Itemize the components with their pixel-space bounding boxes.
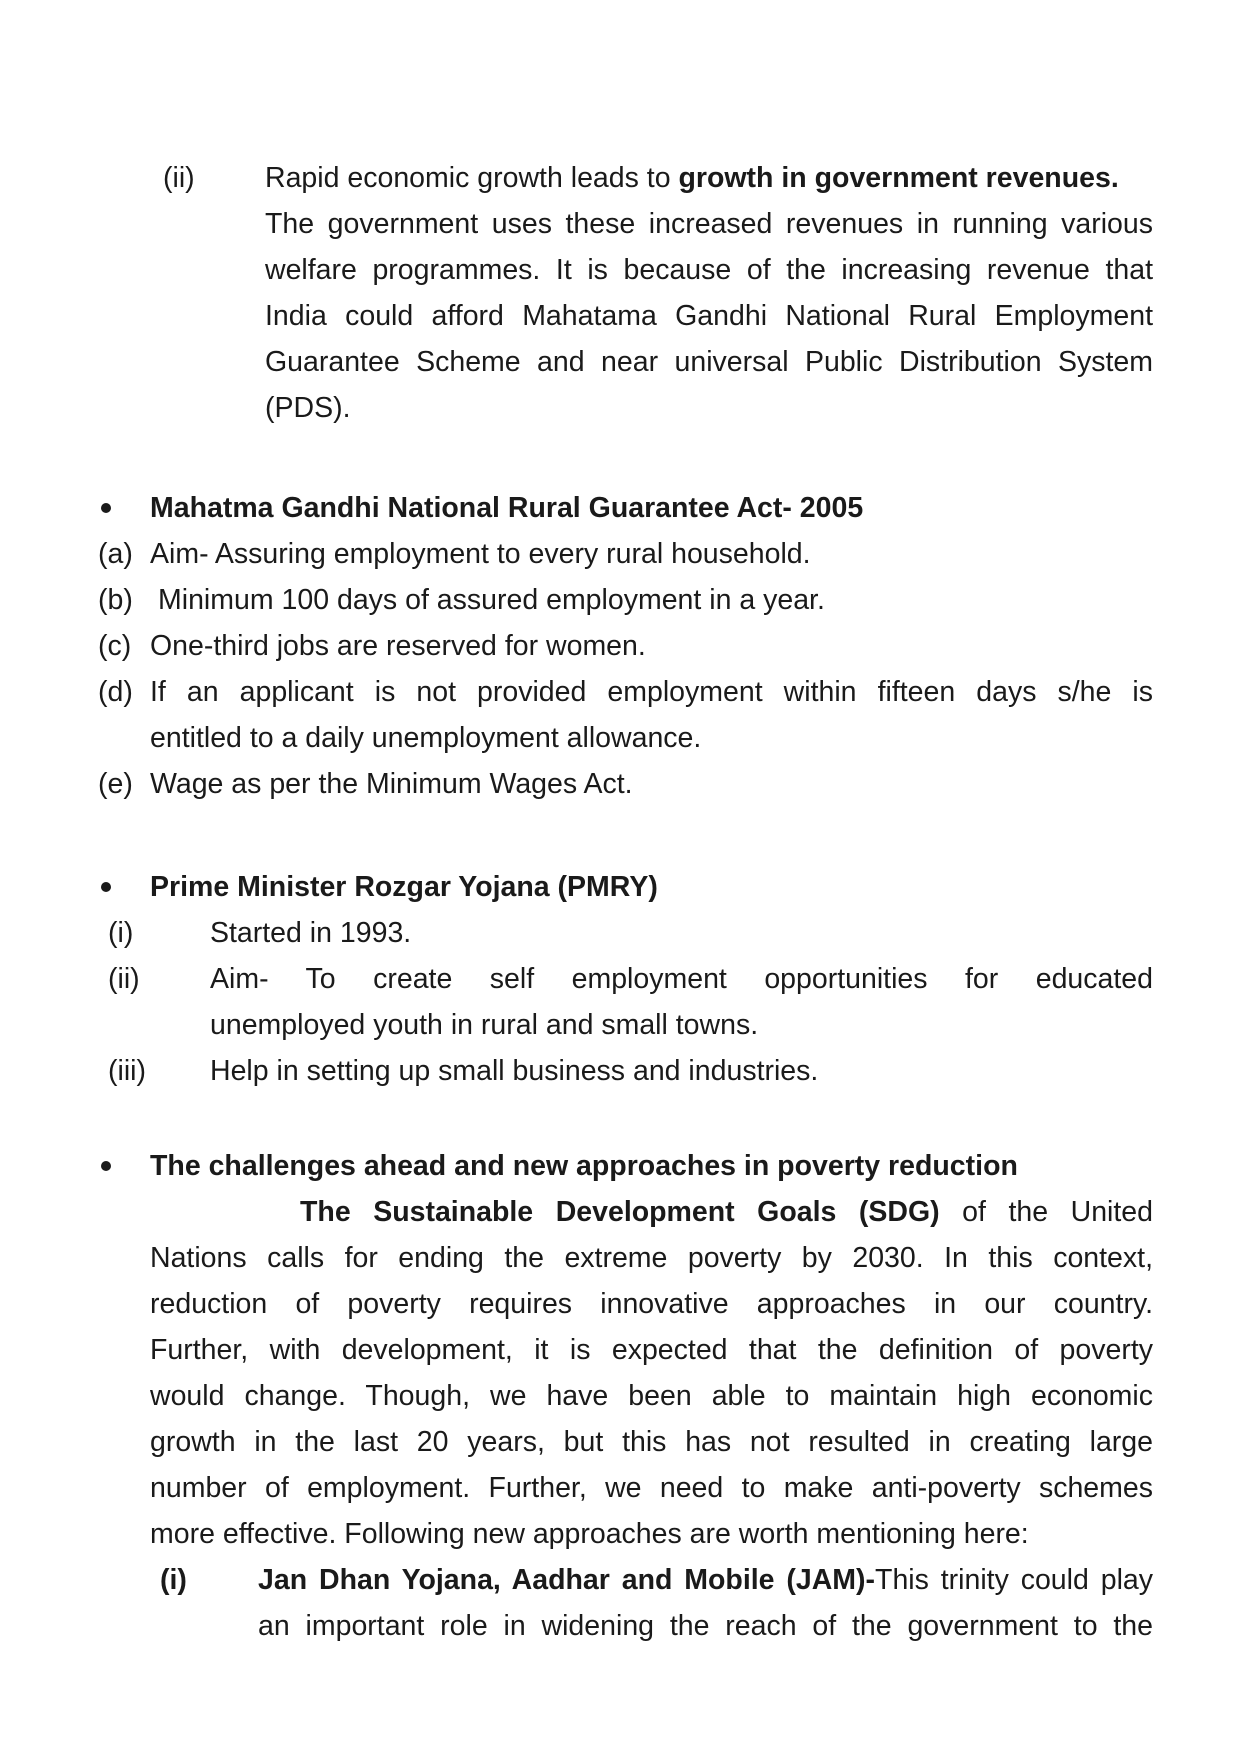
paragraph-line: more effective. Following new approaches are worth mentioning here: xyxy=(150,1518,1029,1550)
list-item: Jan Dhan Yojana, Aadhar and Mobile (JAM)-This trinity could play xyxy=(258,1564,1153,1596)
item-marker: (a) xyxy=(98,538,133,570)
section-heading: The challenges ahead and new approaches in poverty reduction xyxy=(150,1150,1018,1182)
item-line: India could afford Mahatama Gandhi National Rural Employment xyxy=(265,300,1153,332)
paragraph-line: would change. Though, we have been able to maintain high economic xyxy=(150,1380,1153,1412)
item-marker: (d) xyxy=(98,676,133,708)
list-item: Minimum 100 days of assured employment in a year. xyxy=(158,584,825,616)
list-item-continuation: unemployed youth in rural and small towns. xyxy=(210,1009,759,1041)
item-line: (PDS). xyxy=(265,392,351,424)
section-heading: Prime Minister Rozgar Yojana (PMRY) xyxy=(150,871,658,903)
paragraph-line: growth in the last 20 years, but this has not resulted in creating large xyxy=(150,1426,1153,1458)
list-item: One-third jobs are reserved for women. xyxy=(150,630,646,662)
list-item: Wage as per the Minimum Wages Act. xyxy=(150,768,633,800)
item-marker: (iii) xyxy=(108,1055,146,1087)
item-line: The government uses these increased revenues in running various xyxy=(265,208,1153,240)
paragraph-line: The Sustainable Development Goals (SDG) of the United xyxy=(300,1196,1153,1228)
bullet-icon xyxy=(101,503,111,513)
list-item-continuation: an important role in widening the reach of the government to the xyxy=(258,1610,1153,1642)
list-item: Aim- To create self employment opportunities for educated xyxy=(210,963,1153,995)
list-item: Aim- Assuring employment to every rural household. xyxy=(150,538,811,570)
item-line: Rapid economic growth leads to growth in government revenues. xyxy=(265,162,1119,194)
paragraph-line: reduction of poverty requires innovative approaches in our country. xyxy=(150,1288,1153,1320)
bullet-icon xyxy=(101,882,111,892)
item-marker: (ii) xyxy=(108,963,140,995)
paragraph-line: Nations calls for ending the extreme poverty by 2030. In this context, xyxy=(150,1242,1153,1274)
bullet-icon xyxy=(101,1161,111,1171)
item-marker: (i) xyxy=(108,917,134,949)
item-line: welfare programmes. It is because of the increasing revenue that xyxy=(265,254,1153,286)
item-marker: (e) xyxy=(98,768,133,800)
paragraph-line: number of employment. Further, we need to make anti-poverty schemes xyxy=(150,1472,1153,1504)
item-marker: (i) xyxy=(160,1564,187,1596)
item-marker: (c) xyxy=(98,630,132,662)
item-marker: (b) xyxy=(98,584,133,616)
item-marker: (ii) xyxy=(163,162,195,194)
item-line: Guarantee Scheme and near universal Public Distribution System xyxy=(265,346,1153,378)
list-item: Help in setting up small business and industries. xyxy=(210,1055,819,1087)
section-heading: Mahatma Gandhi National Rural Guarantee Act- 2005 xyxy=(150,492,864,524)
list-item-continuation: entitled to a daily unemployment allowance. xyxy=(150,722,702,754)
list-item: If an applicant is not provided employment within fifteen days s/he is xyxy=(150,676,1153,708)
paragraph-line: Further, with development, it is expected that the definition of poverty xyxy=(150,1334,1153,1366)
list-item: Started in 1993. xyxy=(210,917,412,949)
